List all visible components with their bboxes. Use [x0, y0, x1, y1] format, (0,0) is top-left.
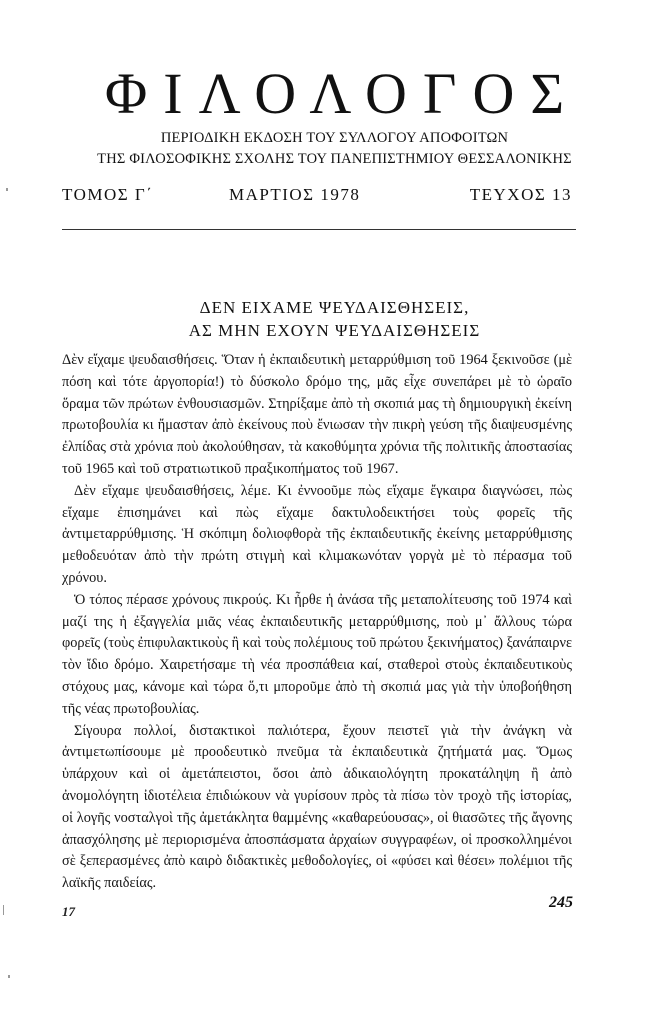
- volume-label: ΤΟΜΟΣ Γ΄: [62, 185, 154, 204]
- signature-mark: 17: [62, 904, 75, 919]
- issue-date: ΜΑΡΤΙΟΣ 1978: [229, 185, 361, 204]
- issue-number: ΤΕΥΧΟΣ 13: [469, 185, 572, 204]
- scan-speck: [3, 905, 4, 915]
- article-paragraph: Σίγουρα πολλοί, διστακτικοὶ παλιότερα, ἔχουν πειστεῖ γιὰ τὴν ἀνάγκη νὰ ἀντιμετωπίσουμε μὲ προοδευτικὸ πνεῦμα τὰ ἐκπαιδευτικὰ ζητήματά μας. Ὅμως ὑπάρχουν καὶ οἱ ἀμετάπειστοι, ὅσοι ἀπὸ ἀδικαιολόγητη προκατάληψη ἢ ἀπὸ ἀνομολόγητη ἰδιοτέλεια ἐπιδιώκουν νὰ γυρίσουν πρὸς τὰ πίσω τὸν τροχὸ τῆς ἱστορίας, οἱ λογῆς νοσταλγοὶ τῆς ἀμετάκλητα θαμμένης «καθαρεύουσας», οἱ θιασῶτες τῆς ἄγονης ἀπασχόλησης μὲ περιορισμένα ἀποσπάσματα ἀρχαίων συγγραφέων, οἱ προσκολλημένοι σὲ ξεπερασμένες ἀπὸ καιρὸ διδακτικὲς μεθοδολογίες, οἱ «φύσει καὶ θέσει» πολέμιοι τῆς λαϊκῆς παιδείας.: [62, 722, 572, 892]
- article-title-line2: ΑΣ ΜΗΝ ΕΧΟΥΝ ΨΕΥΔΑΙΣΘΗΣΕΙΣ: [188, 321, 481, 340]
- article-body: [62, 350, 572, 895]
- scan-speck: [8, 975, 10, 978]
- header-divider: [62, 229, 576, 230]
- journal-subtitle-line2: ΤΗΣ ΦΙΛΟΣΟΦΙΚΗΣ ΣΧΟΛΗΣ ΤΟΥ ΠΑΝΕΠΙΣΤΗΜΙΟΥ ΘΕΣΣΑΛΟΝΙΚΗΣ: [97, 151, 572, 167]
- page-number: 245: [549, 894, 573, 911]
- scan-speck: [6, 188, 8, 191]
- journal-subtitle-line1: ΠΕΡΙΟΔΙΚΗ ΕΚΔΟΣΗ ΤΟΥ ΣΥΛΛΟΓΟΥ ΑΠΟΦΟΙΤΩΝ: [160, 130, 509, 146]
- article-paragraph: Ὁ τόπος πέρασε χρόνους πικρούς. Κι ἦρθε ἡ ἀνάσα τῆς μεταπολίτευσης τοῦ 1974 καὶ μαζί της ἡ ἐξαγγελία μιᾶς νέας ἐκπαιδευτικῆς μεταρρύθμισης, ποὺ μ᾿ ἄλλους τώρα φορεῖς (τοὺς ἐπιφυλακτικοὺς ἢ καὶ τοὺς πολέμιους τοῦ πρώτου ξεκινήματος) ξανάπαιρνε τὸν ἴδιο δρόμο. Χαιρετήσαμε τὴ νέα προσπάθεια καί, σταθεροὶ στοὺς ἐκπαιδευτικοὺς στόχους μας, κάνομε καὶ τώρα ὅ,τι μποροῦμε ἀπὸ τὴ σκοπιά μας γιὰ τὴν ὑποβοήθηση τῆς νέας πρωτοβουλίας.: [62, 591, 572, 717]
- article-paragraph: Δὲν εἴχαμε ψευδαισθήσεις. Ὅταν ἡ ἐκπαιδευτικὴ μεταρρύθμιση τοῦ 1964 ξεκινοῦσε (μὲ πόση καὶ τότε ἀργοπορία!) τὸ δύσκολο δρόμο της, μᾶς εἶχε συνεπάρει μὲ τὸ ὡραῖο ὅραμα τῶν πρώτων ἐνθουσιασμῶν. Στηρίξαμε ἀπὸ τὴ σκοπιά μας τὴ δημιουργικὴ ἐκείνη πρωτοβουλία κι ἤμασταν ἀπὸ ἐκείνους ποὺ ἔνιωσαν τὴν πικρὴ γεύση τῆς διαψευσμένης ἐλπίδας στὰ χρόνια ποὺ ἀκολούθησαν, τὰ κακοθύμητα χρόνια τῆς πολιτικῆς ἀποστασίας τοῦ 1965 καὶ τοῦ στρατιωτικοῦ πραξικοπήματος τοῦ 1967.: [62, 352, 572, 477]
- article-paragraph: Δὲν εἴχαμε ψευδαισθήσεις, λέμε. Κι ἐννοοῦμε πὼς εἴχαμε ἔγκαιρα διαγνώσει, πὼς εἴχαμε ἐπισημάνει καὶ πὼς εἴχαμε δακτυλοδεικτήσει τοὺς φορεῖς τῆς ἀντιμεταρρύθμισης. Ἡ σκόπιμη δολιοφθορὰ τῆς ἐκπαιδευτικῆς ἐκείνης μεταρρύθμισης μεθοδευόταν ἀπὸ τὴν πρώτη στιγμὴ καὶ κλιμακωνόταν γοργὰ μὲ τὸ πέρασμα τοῦ χρόνου.: [62, 482, 572, 586]
- journal-masthead-title: ΦΙΛΟΛΟΓΟΣ: [104, 61, 581, 126]
- article-title-line1: ΔΕΝ ΕΙΧΑΜΕ ΨΕΥΔΑΙΣΘΗΣΕΙΣ,: [199, 298, 470, 317]
